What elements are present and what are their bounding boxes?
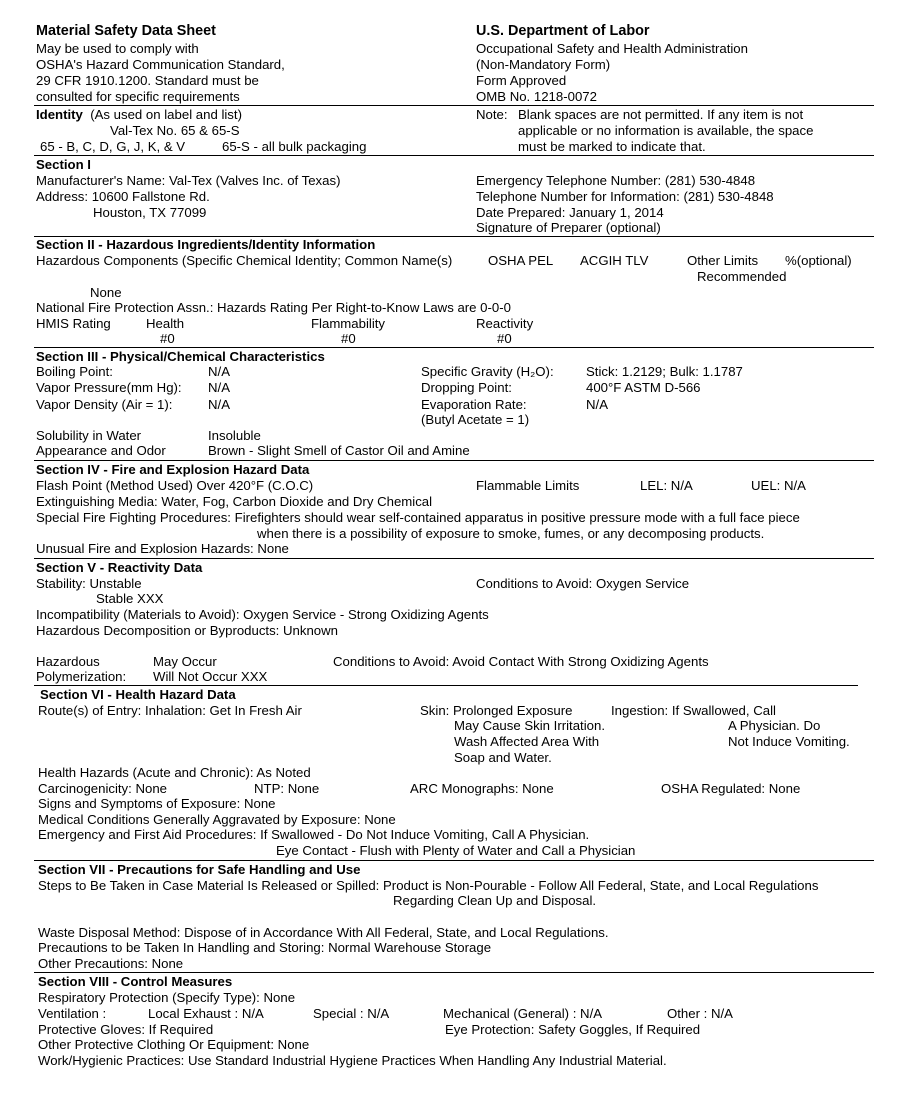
stability-stable: Stable XXX <box>96 591 164 606</box>
carcinogenicity: Carcinogenicity: None <box>38 781 168 796</box>
signs-symptoms: Signs and Symptoms of Exposure: None <box>38 796 276 811</box>
hazardous-decomposition: Hazardous Decomposition or Byproducts: Unknown <box>36 623 338 638</box>
osha-regulated: OSHA Regulated: None <box>661 781 801 796</box>
lel-value: LEL: N/A <box>640 478 693 493</box>
section-3-title: Section III - Physical/Chemical Characteristics <box>36 349 325 364</box>
boiling-point-value: N/A <box>208 364 230 379</box>
divider <box>34 347 874 348</box>
flammable-limits-label: Flammable Limits <box>476 478 580 493</box>
dropping-point-label: Dropping Point: <box>421 380 512 395</box>
ingestion-line: Ingestion: If Swallowed, Call <box>611 703 776 718</box>
solubility-label: Solubility in Water <box>36 428 142 443</box>
polymerization-conditions: Conditions to Avoid: Avoid Contact With Strong Oxidizing Agents <box>333 654 709 669</box>
note-line: applicable or no information is available, the space <box>518 123 814 138</box>
appearance-label: Appearance and Odor <box>36 443 166 458</box>
identity-models: 65 - B, C, D, G, J, K, & V <box>40 139 186 154</box>
handling-storing: Precautions to be Taken In Handling and Storing: Normal Warehouse Storage <box>38 940 492 955</box>
stability-label: Stability: Unstable <box>36 576 142 591</box>
column-osha-pel: OSHA PEL <box>488 253 554 268</box>
extinguishing-media: Extinguishing Media: Water, Fog, Carbon Dioxide and Dry Chemical <box>36 494 433 509</box>
header-right-line: (Non-Mandatory Form) <box>476 57 611 72</box>
identity-bulk: 65-S - all bulk packaging <box>222 139 367 154</box>
vapor-pressure-value: N/A <box>208 380 230 395</box>
flash-point: Flash Point (Method Used) Over 420°F (C.O.C) <box>36 478 314 493</box>
health-label: Health <box>146 316 185 331</box>
special-ventilation: Special : N/A <box>313 1006 390 1021</box>
polymerization-label: Polymerization: <box>36 669 127 684</box>
solubility-value: Insoluble <box>208 428 261 443</box>
hygienic-practices: Work/Hygienic Practices: Use Standard Industrial Hygiene Practices When Handling Any Industrial Material. <box>38 1053 667 1068</box>
respiratory-protection: Respiratory Protection (Specify Type): None <box>38 990 296 1005</box>
manufacturer-name: Manufacturer's Name: Val-Tex (Valves Inc. of Texas) <box>36 173 341 188</box>
uel-value: UEL: N/A <box>751 478 806 493</box>
unusual-hazards: Unusual Fire and Explosion Hazards: None <box>36 541 289 556</box>
flammability-label: Flammability <box>311 316 386 331</box>
dropping-point-value: 400°F ASTM D-566 <box>586 380 701 395</box>
evaporation-rate-sub: (Butyl Acetate = 1) <box>421 412 530 427</box>
note-label: Note: <box>476 107 508 122</box>
section-7-title: Section VII - Precautions for Safe Handling and Use <box>38 862 361 877</box>
specific-gravity-value: Stick: 1.2129; Bulk: 1.1787 <box>586 364 743 379</box>
incompatibility: Incompatibility (Materials to Avoid): Oxygen Service - Strong Oxidizing Agents <box>36 607 489 622</box>
address-line: Address: 10600 Fallstone Rd. <box>36 189 210 204</box>
spill-steps-cont: Regarding Clean Up and Disposal. <box>393 893 597 908</box>
reactivity-label: Reactivity <box>476 316 534 331</box>
protective-clothing: Other Protective Clothing Or Equipment: None <box>38 1037 310 1052</box>
column-other-limits: Other Limits <box>687 253 759 268</box>
waste-disposal: Waste Disposal Method: Dispose of in Accordance With All Federal, State, and Local Regulations. <box>38 925 609 940</box>
department-title: U.S. Department of Labor <box>476 23 650 39</box>
info-phone: Telephone Number for Information: (281) 530-4848 <box>476 189 774 204</box>
divider <box>34 860 874 861</box>
section-2-title: Section II - Hazardous Ingredients/Identity Information <box>36 237 376 252</box>
divider <box>34 105 874 106</box>
routes-of-entry: Route(s) of Entry: Inhalation: Get In Fresh Air <box>38 703 302 718</box>
boiling-point-label: Boiling Point: <box>36 364 113 379</box>
divider <box>34 558 874 559</box>
identity-row <box>36 107 242 123</box>
health-hazards: Health Hazards (Acute and Chronic): As Noted <box>38 765 311 780</box>
eye-protection: Eye Protection: Safety Goggles, If Required <box>445 1022 701 1037</box>
may-occur: May Occur <box>153 654 217 669</box>
medical-conditions: Medical Conditions Generally Aggravated by Exposure: None <box>38 812 396 827</box>
special-procedures-cont: when there is a possibility of exposure to smoke, fumes, or any decomposing products. <box>257 526 765 541</box>
header-right-line: OMB No. 1218-0072 <box>476 89 597 104</box>
note-line: Blank spaces are not permitted. If any item is not <box>518 107 804 122</box>
document-title: Material Safety Data Sheet <box>36 23 216 39</box>
address-line: Houston, TX 77099 <box>93 205 207 220</box>
ingestion-line: Not Induce Vomiting. <box>728 734 850 749</box>
divider <box>34 155 874 156</box>
ntp: NTP: None <box>254 781 320 796</box>
skin-line: Soap and Water. <box>454 750 552 765</box>
section-6-title: Section VI - Health Hazard Data <box>40 687 236 702</box>
first-aid-eye: Eye Contact - Flush with Plenty of Water and Call a Physician <box>276 843 636 858</box>
evaporation-rate-value: N/A <box>586 397 608 412</box>
ingestion-line: A Physician. Do <box>728 718 821 733</box>
first-aid: Emergency and First Aid Procedures: If Swallowed - Do Not Induce Vomiting, Call A Physician. <box>38 827 590 842</box>
local-exhaust: Local Exhaust : N/A <box>148 1006 264 1021</box>
ventilation-label: Ventilation : <box>38 1006 107 1021</box>
header-right-line: Form Approved <box>476 73 567 88</box>
section-8-title: Section VIII - Control Measures <box>38 974 233 989</box>
nfpa-rating: National Fire Protection Assn.: Hazards Rating Per Right-to-Know Laws are 0-0-0 <box>36 300 511 315</box>
header-left-line: 29 CFR 1910.1200. Standard must be <box>36 73 259 88</box>
header-left-line: May be used to comply with <box>36 41 199 56</box>
flammability-value: #0 <box>341 331 356 346</box>
health-value: #0 <box>160 331 175 346</box>
note-line: must be marked to indicate that. <box>518 139 706 154</box>
mechanical-ventilation: Mechanical (General) : N/A <box>443 1006 603 1021</box>
column-percent: %(optional) <box>785 253 852 268</box>
evaporation-rate-label: Evaporation Rate: <box>421 397 527 412</box>
other-ventilation: Other : N/A <box>667 1006 733 1021</box>
components-none: None <box>90 285 122 300</box>
vapor-pressure-label: Vapor Pressure(mm Hg): <box>36 380 182 395</box>
hmis-label: HMIS Rating <box>36 316 111 331</box>
identity-note: (As used on label and list) <box>90 107 242 122</box>
header-left-line: consulted for specific requirements <box>36 89 240 104</box>
vapor-density-label: Vapor Density (Air = 1): <box>36 397 173 412</box>
column-components: Hazardous Components (Specific Chemical Identity; Common Name(s) <box>36 253 453 268</box>
protective-gloves: Protective Gloves: If Required <box>38 1022 214 1037</box>
section-1-title: Section I <box>36 157 91 172</box>
emergency-phone: Emergency Telephone Number: (281) 530-4848 <box>476 173 756 188</box>
column-acgih-tlv: ACGIH TLV <box>580 253 649 268</box>
identity-product: Val-Tex No. 65 & 65-S <box>110 123 240 138</box>
spill-steps: Steps to Be Taken in Case Material Is Released or Spilled: Product is Non-Pourable - Follow All Federal, State, and Local Regulations <box>38 878 819 893</box>
divider <box>34 460 874 461</box>
divider <box>34 685 858 686</box>
skin-line: Wash Affected Area With <box>454 734 600 749</box>
arc-monographs: ARC Monographs: None <box>410 781 554 796</box>
column-recommended: Recommended <box>697 269 787 284</box>
header-right-line: Occupational Safety and Health Administration <box>476 41 748 56</box>
section-5-title: Section V - Reactivity Data <box>36 560 203 575</box>
special-procedures: Special Fire Fighting Procedures: Firefighters should wear self-contained apparatus in positive pressure mode with a full face piece <box>36 510 800 525</box>
hazardous-label: Hazardous <box>36 654 100 669</box>
vapor-density-value: N/A <box>208 397 230 412</box>
date-prepared: Date Prepared: January 1, 2014 <box>476 205 664 220</box>
skin-line: Skin: Prolonged Exposure <box>420 703 573 718</box>
skin-line: May Cause Skin Irritation. <box>454 718 605 733</box>
specific-gravity-label: Specific Gravity (H₂O): <box>421 364 554 379</box>
section-4-title: Section IV - Fire and Explosion Hazard Data <box>36 462 310 477</box>
appearance-value: Brown - Slight Smell of Castor Oil and Amine <box>208 443 470 458</box>
reactivity-value: #0 <box>497 331 512 346</box>
signature-preparer: Signature of Preparer (optional) <box>476 220 661 235</box>
other-precautions: Other Precautions: None <box>38 956 184 971</box>
conditions-to-avoid: Conditions to Avoid: Oxygen Service <box>476 576 690 591</box>
divider <box>34 972 874 973</box>
header-left-line: OSHA's Hazard Communication Standard, <box>36 57 285 72</box>
identity-label: Identity <box>36 107 83 122</box>
will-not-occur: Will Not Occur XXX <box>153 669 268 684</box>
